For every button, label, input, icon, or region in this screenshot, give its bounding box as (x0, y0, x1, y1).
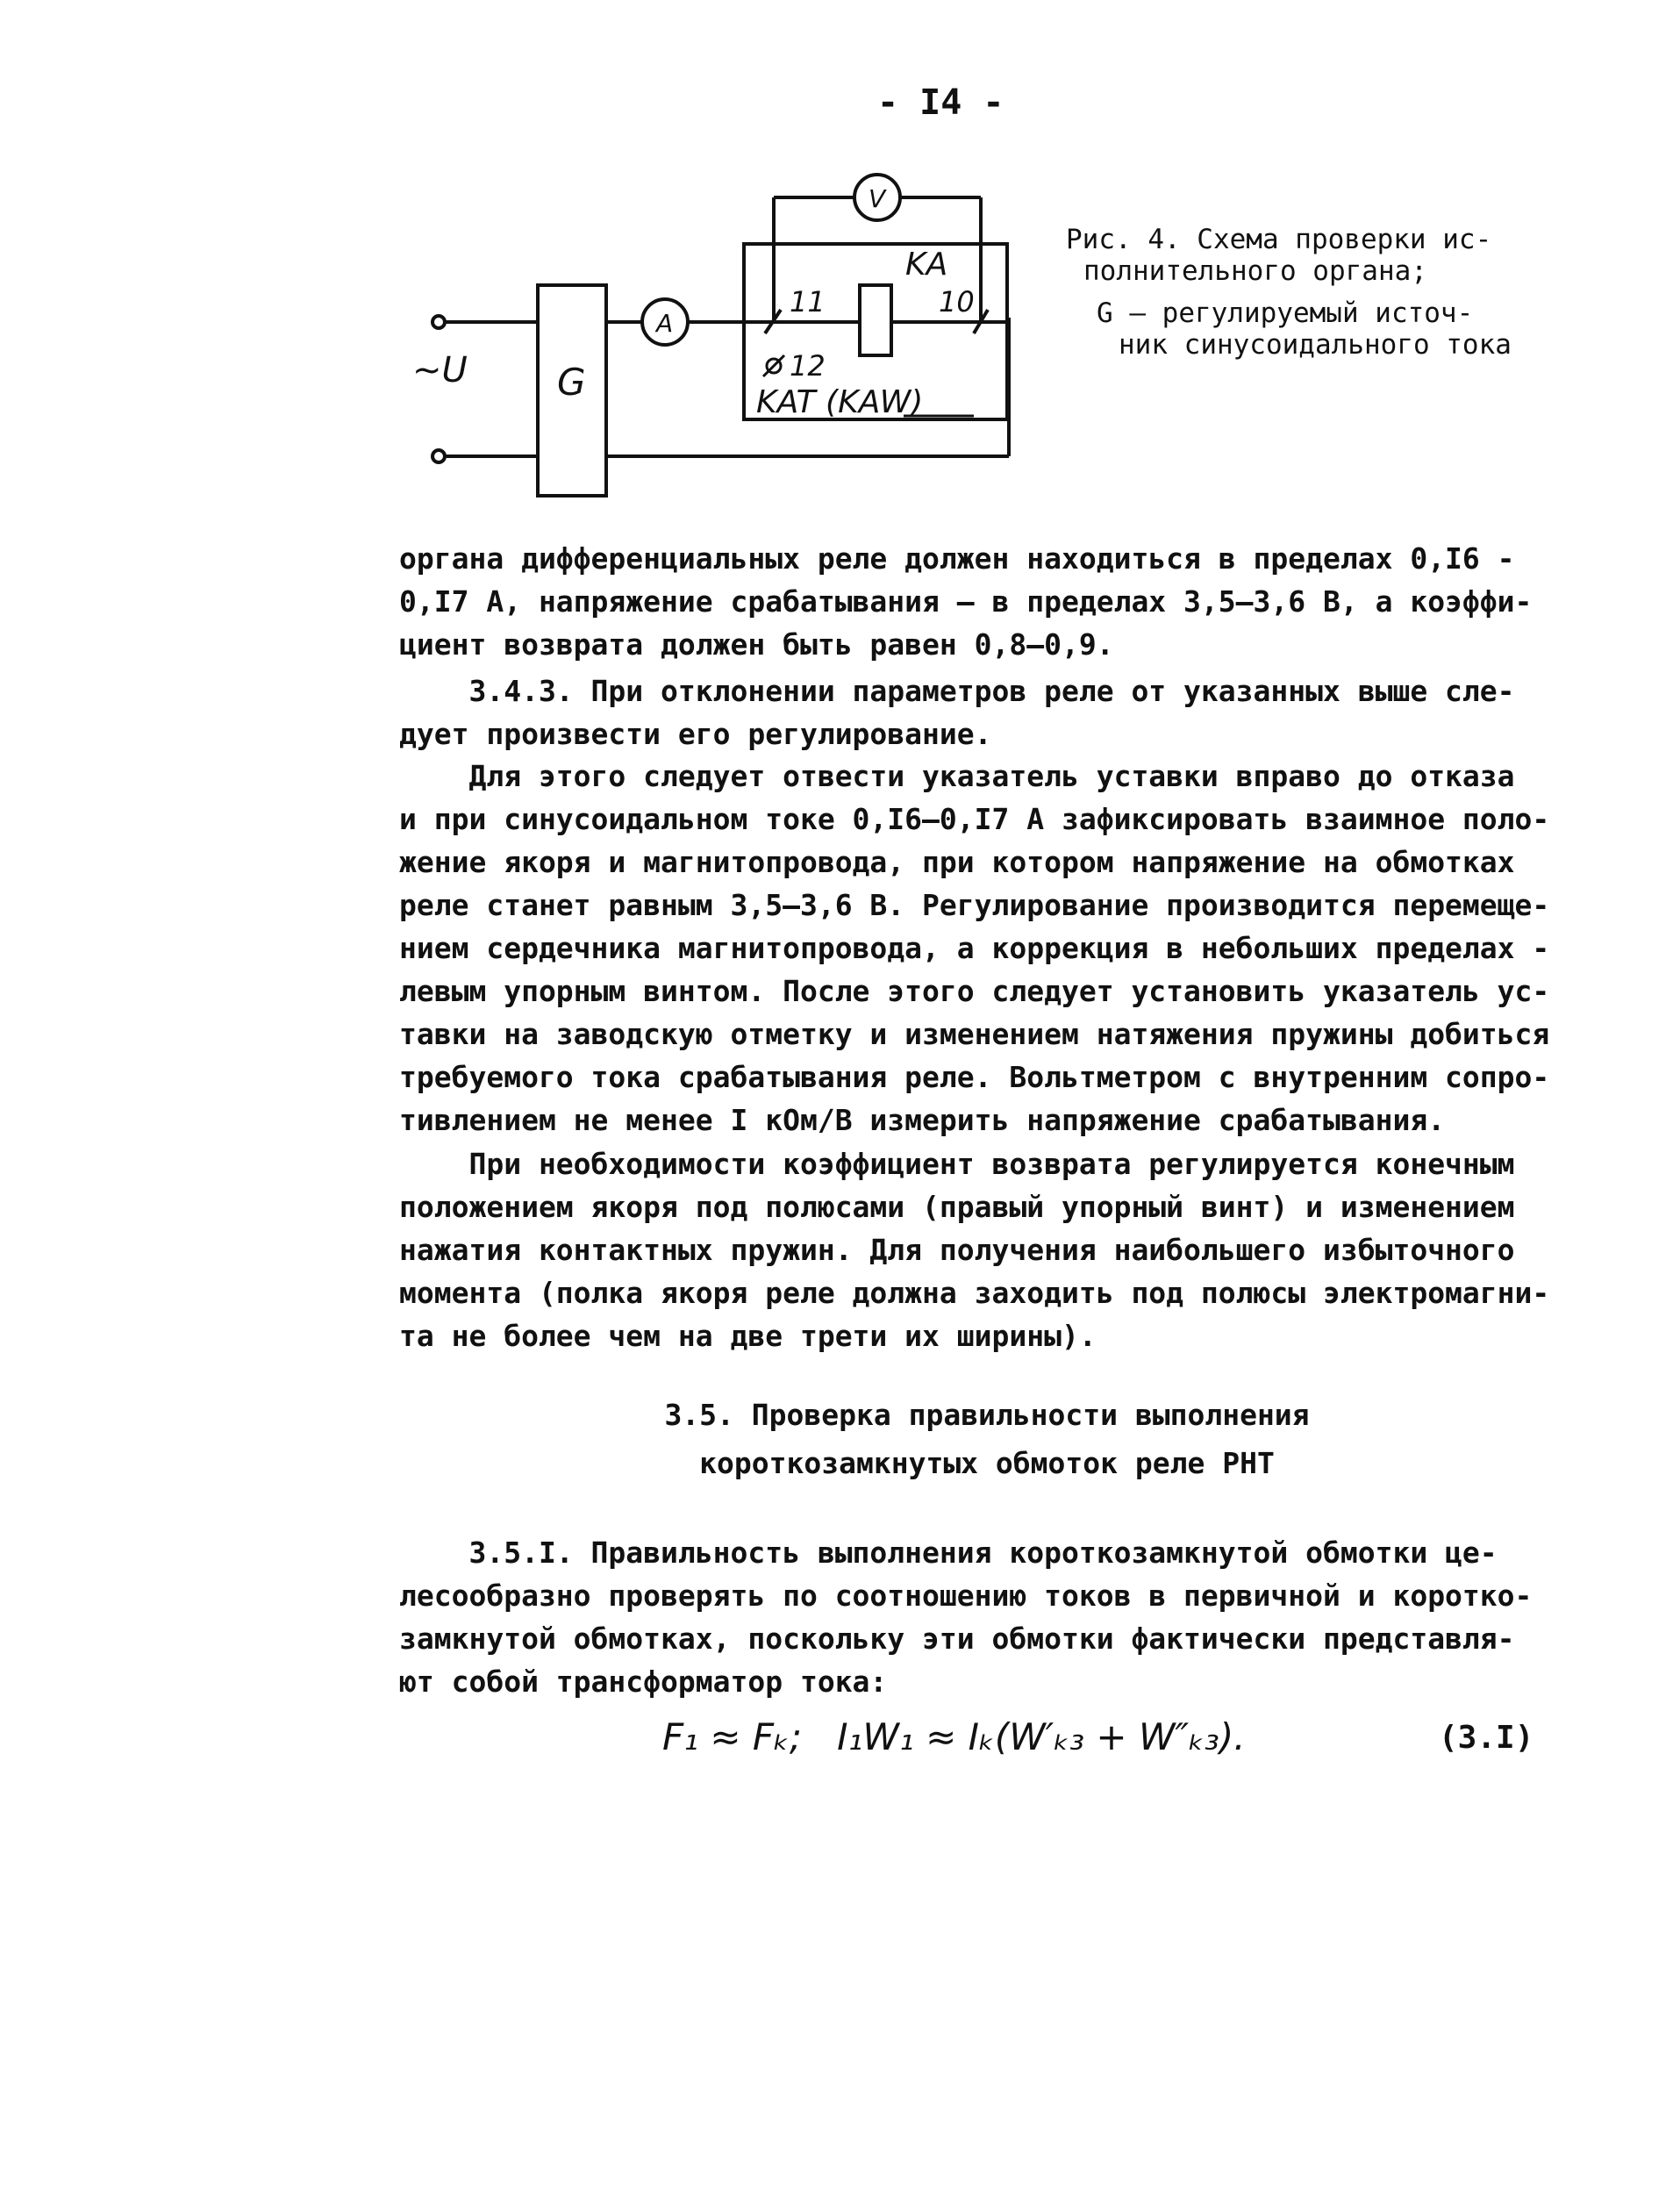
relay-coil (860, 285, 891, 355)
paragraph-adjustment (399, 755, 1575, 1142)
input-terminal-top (433, 316, 445, 328)
text-line: нажатия контактных пружин. Для получения наибольшего избыточного (399, 1233, 1515, 1267)
terminal-10-label: 10 (939, 285, 975, 319)
input-terminal-bottom (433, 450, 445, 462)
text-line: жение якоря и магнитопровода, при котором напряжение на обмотках (399, 845, 1515, 879)
text-line: Для этого следует отвести указатель уставки вправо до отказа (399, 759, 1515, 793)
text-line: 3.5.I. Правильность выполнения короткозамкнутой обмотки це- (399, 1536, 1498, 1570)
text-line: циент возврата должен быть равен 0,8–0,9. (399, 627, 1114, 662)
circuit-svg (412, 162, 1044, 513)
text-line: момента (полка якоря реле должна заходить под полюсы электромагни- (399, 1276, 1550, 1310)
page-number: - I4 - (877, 82, 1004, 123)
text-line: тавки на заводскую отметку и изменением натяжения пружины добиться (399, 1017, 1550, 1051)
text-line: требуемого тока срабатывания реле. Вольтметром с внутренним сопро- (399, 1060, 1550, 1094)
caption-line: полнительного органа; (1083, 255, 1427, 287)
paragraph-1 (399, 537, 1575, 666)
section-heading-3-5 (399, 1391, 1575, 1487)
source-voltage-label: ~U (412, 350, 468, 390)
text-line: органа дифференциальных реле должен находиться в пределах 0,I6 - (399, 541, 1515, 576)
text-line: ют собой трансформатор тока: (399, 1664, 888, 1699)
text-line: и при синусоидальном токе 0,I6–0,I7 А зафиксировать взаимное поло- (399, 802, 1550, 836)
text-line: положением якоря под полюсами (правый упорный винт) и изменением (399, 1190, 1515, 1224)
ammeter-label: A (656, 309, 674, 338)
heading-line: 3.5. Проверка правильности выполнения (664, 1398, 1310, 1432)
text-line: замкнутой обмотках, поскольку эти обмотки фактически представля- (399, 1621, 1515, 1656)
text-line: лесообразно проверять по соотношению токов в первичной и коротко- (399, 1578, 1533, 1613)
formula-3-1: F₁ ≈ Fₖ; I₁W₁ ≈ Iₖ(W′ₖ₃ + W″ₖ₃). (662, 1715, 1246, 1758)
voltmeter-label: V (869, 184, 886, 213)
relay-label: KA (905, 247, 948, 283)
paragraph-3-4-3 (399, 669, 1575, 755)
text-line: 3.4.3. При отклонении параметров реле от указанных выше сле- (399, 674, 1515, 708)
test-circuit-diagram (412, 162, 1044, 513)
text-line: нием сердечника магнитопровода, а коррекция в небольших пределах - (399, 931, 1550, 965)
paragraph-return-coefficient (399, 1142, 1575, 1357)
text-line: При необходимости коэффициент возврата регулируется конечным (399, 1147, 1515, 1181)
text-line: та не более чем на две трети их ширины). (399, 1319, 1097, 1353)
text-line: 0,I7 А, напряжение срабатывания – в пределах 3,5–3,6 В, а коэффи- (399, 584, 1533, 619)
figure-caption (1066, 224, 1557, 361)
text-line: тивлением не менее I кОм/В измерить напряжение срабатывания. (399, 1103, 1446, 1137)
heading-line: короткозамкнутых обмоток реле РНТ (699, 1446, 1275, 1480)
terminal-11-label: 11 (790, 285, 826, 319)
caption-line: Рис. 4. Схема проверки ис- (1066, 224, 1492, 255)
relay-type-label: KAT (KAW) (756, 384, 924, 420)
text-line: левым упорным винтом. После этого следует установить указатель ус- (399, 974, 1550, 1008)
caption-line: G – регулируемый источ- (1097, 297, 1474, 329)
terminal-12-label: 12 (790, 349, 826, 383)
generator-label: G (557, 361, 586, 404)
caption-line: ник синусоидального тока (1119, 329, 1512, 361)
paragraph-3-5-1 (399, 1531, 1575, 1703)
text-line: дует произвести его регулирование. (399, 717, 992, 751)
formula-number: (3.I) (1439, 1720, 1534, 1756)
text-line: реле станет равным 3,5–3,6 В. Регулирование производится перемеще- (399, 888, 1550, 922)
